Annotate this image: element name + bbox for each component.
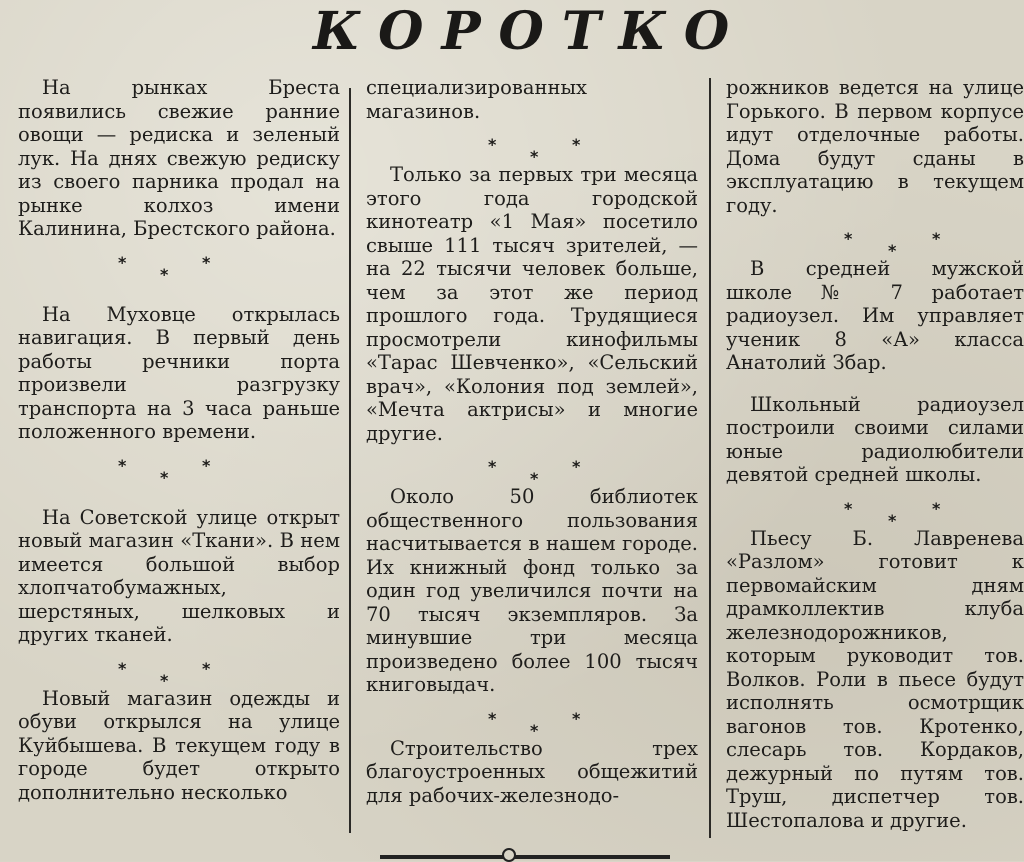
news-item-fabric-store: На Советской улице открыт новый магазин «Ткани». В нем имеется большой выбор хлопчатобумажных, шерстяных, шелковых и других тканей. — [18, 505, 340, 646]
star-icon: * — [202, 658, 211, 678]
star-icon: * — [572, 457, 581, 476]
star-icon: * — [530, 147, 539, 166]
news-item-dormitories-continued: рожников ведется на улице Горького. В первом корпусе идут отделочные работы. Дома будут сданы в эксплуатацию в текущем году. — [726, 76, 1024, 217]
star-separator — [18, 647, 340, 690]
star-icon: * — [488, 135, 497, 154]
ornament-bar — [380, 855, 670, 859]
star-separator — [18, 241, 340, 303]
star-separator — [366, 123, 698, 166]
news-item-brest-market: На рынках Бреста появились свежие ранние овощи — редиска и зеленый лук. На днях свежую редиску из своего парника продал на рынке колхоз имени Калинина, Брестского района. — [18, 76, 340, 240]
star-icon: * — [488, 457, 497, 476]
star-icon: * — [160, 264, 169, 284]
star-icon: * — [202, 455, 211, 475]
star-separator — [726, 217, 1024, 260]
star-icon: * — [932, 229, 941, 248]
star-icon: * — [572, 135, 581, 154]
column-divider-2 — [709, 78, 711, 838]
star-separator — [18, 444, 340, 506]
star-icon: * — [530, 469, 539, 488]
star-icon: * — [888, 510, 897, 530]
star-icon: * — [118, 252, 127, 272]
star-icon: * — [932, 498, 941, 518]
star-separator — [726, 487, 1024, 530]
news-item-cinema: Только за первых три месяца этого года городской кинотеатр «1 Мая» посетило свыше 111 тысяч зрителей, — на 22 тысячи человек больше, чем за этот же период прошлого года. Трудящиеся просмотрели кинофильмы «Тарас Шевченко», «Сельский врач», «Колония под землей», «Мечта актрисы» и многие другие. — [366, 163, 698, 445]
star-icon: * — [530, 720, 539, 740]
star-icon: * — [844, 229, 853, 248]
news-item-play-razlom: Пьесу Б. Лавренева «Разлом» готовит к первомайским дням драмколлектив клуба железнодорожников, которым руководит тов. Волков. Роли в пьесе будут исполнять осмотрщик вагонов тов. Кротенко, слесарь тов. Кордаков, дежурный по путям тов. Труш, диспетчер тов. Шестопалова и другие. — [726, 526, 1024, 832]
column-1 — [18, 76, 340, 846]
news-item-libraries: Около 50 библиотек общественного пользования насчитывается в нашем городе. Их книжный фонд только за один год увеличился почти на 70 тысяч экземпляров. За минувшие три месяца произведено более 100 тысяч книговыдач. — [366, 485, 698, 696]
star-icon: * — [844, 498, 853, 518]
bottom-ornament — [380, 848, 670, 861]
star-icon: * — [202, 252, 211, 272]
page-title: КОРОТКО — [312, 1, 748, 62]
news-item-school-radio-builders: Школьный радиоузел построили своими силами юные радиолюбители девятой средней школы. — [726, 392, 1024, 486]
star-icon: * — [118, 455, 127, 475]
star-separator — [366, 445, 698, 488]
column-3 — [726, 76, 1024, 846]
column-2 — [366, 76, 698, 846]
star-icon: * — [160, 670, 169, 690]
star-separator — [366, 697, 698, 740]
news-item-continuation: специализированных магазинов. — [366, 76, 587, 123]
star-icon: * — [572, 708, 581, 728]
star-icon: * — [888, 241, 897, 260]
star-icon: * — [118, 658, 127, 678]
column-divider-1 — [349, 88, 351, 833]
ornament-circle-icon — [502, 848, 516, 862]
news-item-school-radio: В средней мужской школе № 7 работает радиоузел. Им управляет ученик 8 «А» класса Анатолий Збар. — [726, 257, 1024, 374]
news-item-mukhovets-navigation: На Муховце открылась навигация. В первый день работы речники порта произвели разгрузку транспорта на 3 часа раньше положенного времени. — [18, 302, 340, 443]
news-item-clothing-store: Новый магазин одежды и обуви открылся на улице Куйбышева. В текущем году в городе будет открыто дополнительно несколько — [18, 686, 340, 804]
star-icon: * — [160, 467, 169, 487]
paragraph-gap — [726, 375, 1024, 393]
star-icon: * — [488, 708, 497, 728]
news-item-dormitories: Строительство трех благоустроенных общежитий для рабочих-железнодо- — [366, 736, 698, 807]
